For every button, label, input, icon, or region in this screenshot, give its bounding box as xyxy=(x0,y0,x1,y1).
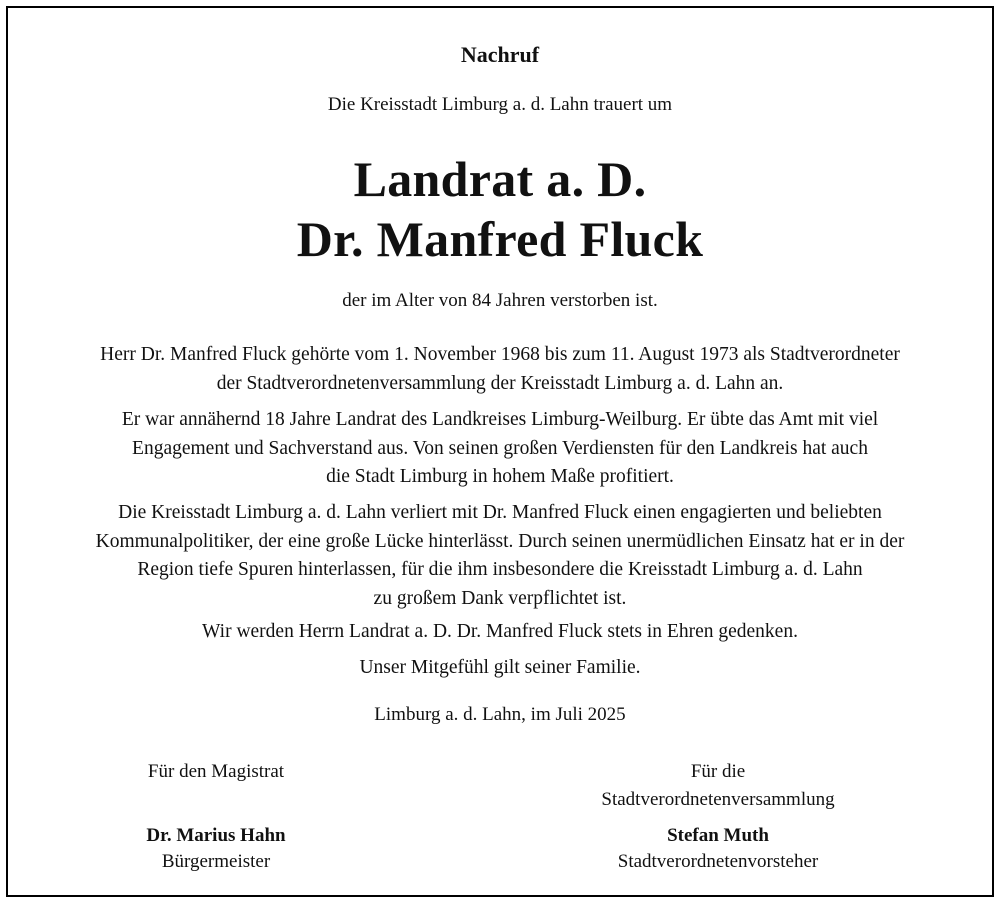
notice-heading: Nachruf xyxy=(460,42,540,67)
paragraph-council-membership xyxy=(8,341,992,398)
age-line: der im Alter von 84 Jahren verstorben ist. xyxy=(342,290,658,311)
role-line: Stadtverordnetenversammlung xyxy=(601,789,835,810)
signature-left-name: Dr. Marius Hahn xyxy=(146,825,286,846)
signature-left-title: Bürgermeister xyxy=(161,851,271,872)
place-date: Limburg a. d. Lahn, im Juli 2025 xyxy=(374,704,626,725)
paragraph-line: Die Kreisstadt Limburg a. d. Lahn verliert mit Dr. Manfred Fluck einen engagierten und beliebten xyxy=(118,502,882,523)
paragraph-remembrance: Wir werden Herrn Landrat a. D. Dr. Manfred Fluck stets in Ehren gedenken. xyxy=(202,621,798,642)
paragraph-condolence: Unser Mitgefühl gilt seiner Familie. xyxy=(359,657,641,678)
paragraph-line: der Stadtverordnetenversammlung der Kreisstadt Limburg a. d. Lahn an. xyxy=(216,372,784,394)
paragraph-line: Engagement und Sachverstand aus. Von seinen großen Verdiensten für den Landkreis hat auch xyxy=(132,437,868,459)
signature-left-role xyxy=(96,758,336,786)
paragraph-line: Region tiefe Spuren hinterlassen, für die ihm insbesondere die Kreisstadt Limburg a. d. Lahn xyxy=(137,559,863,580)
paragraph-tribute xyxy=(8,499,992,613)
paragraph-line: Herr Dr. Manfred Fluck gehörte vom 1. November 1968 bis zum 11. August 1973 als Stadtverordneter xyxy=(100,344,900,365)
obituary-notice xyxy=(6,6,994,897)
signature-right-name: Stefan Muth xyxy=(667,825,769,846)
deceased-name: Dr. Manfred Fluck xyxy=(296,211,704,267)
deceased-title: Landrat a. D. xyxy=(353,151,647,207)
paragraph-landrat-tenure xyxy=(8,406,992,492)
paragraph-line: Er war annähernd 18 Jahre Landrat des Landkreises Limburg-Weilburg. Er übte das Amt mit viel xyxy=(121,409,879,430)
intro-line: Die Kreisstadt Limburg a. d. Lahn trauert um xyxy=(327,94,673,115)
signature-right-role xyxy=(568,758,868,814)
paragraph-line: die Stadt Limburg in hohem Maße profitiert. xyxy=(326,466,674,487)
role-line: Für den Magistrat xyxy=(147,761,285,782)
paragraph-line: Kommunalpolitiker, der eine große Lücke hinterlässt. Durch seinen unermüdlichen Einsatz hat er in der xyxy=(95,530,905,552)
role-line: Für die xyxy=(690,761,746,782)
paragraph-line: zu großem Dank verpflichtet ist. xyxy=(373,587,627,609)
signature-right-title: Stadtverordnetenvorsteher xyxy=(617,851,819,872)
